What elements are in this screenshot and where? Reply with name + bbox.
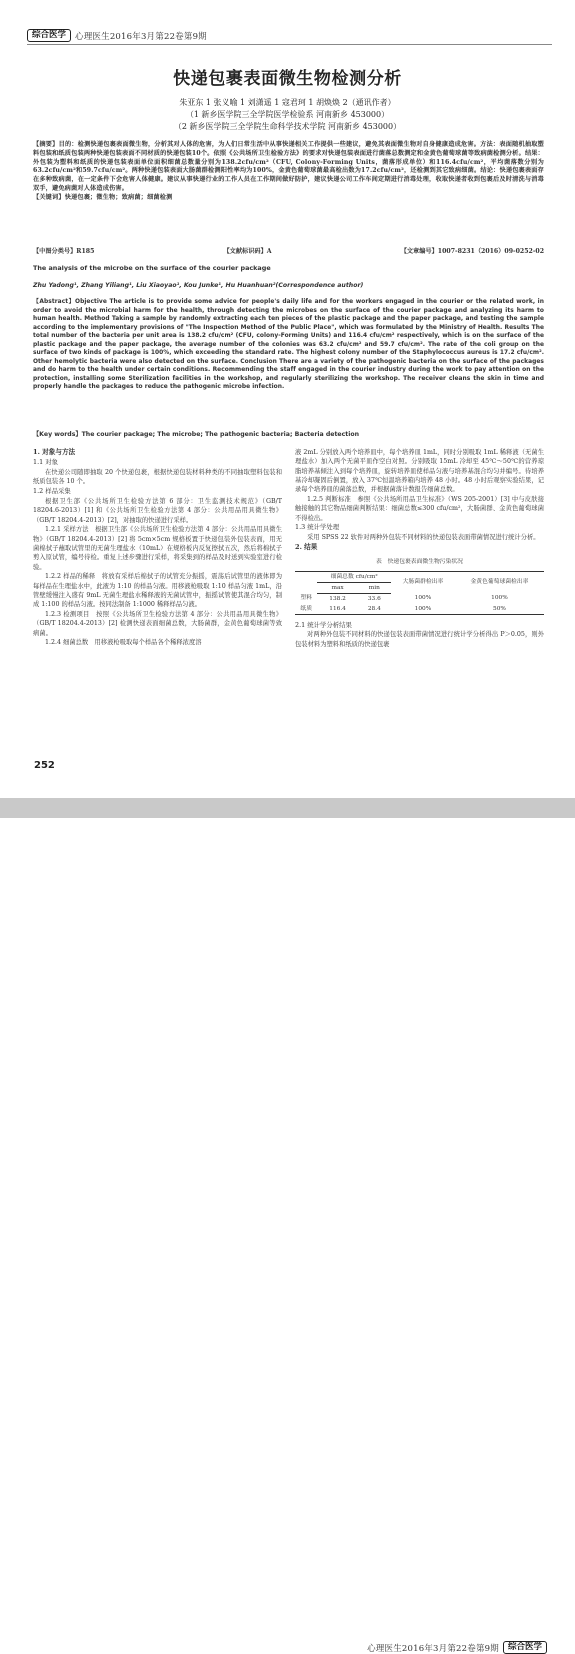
paragraph: 1.2.2 样品的稀释 将放有采样后棉拭子的试管充分振摇，震荡后试管里的液体即为每样品在生理盐水中，此液为 1:10 的样品匀液。用移液枪吸取 1:10 样品匀液 1mL，沿管壁缓慢注入盛有 9mL 无菌生理盐水稀释液的无菌试管中，振摇试管使其混合均匀，制成 1:100 的样品匀液。按同法制备 1:1000 稀释样品匀液。 — [33, 573, 282, 609]
page-number: 252 — [34, 760, 55, 771]
subsection-heading: 1.1 对象 — [33, 458, 58, 467]
paragraph: 1.2.4 细菌总数 用移液枪吸取每个样品各个稀释浓度溶 — [45, 639, 202, 647]
abstract-english — [33, 298, 544, 422]
affiliation-1: （1 新乡医学院三全学院医学检验系 河南新乡 453000） — [185, 110, 390, 119]
abstract-chinese — [33, 141, 544, 231]
paragraph: 1.2.5 判断标准 参照《公共场所用品卫生标准》（WS 205-2001）[3] 中与皮肤接触接触的其它物品细菌判断结果：细菌总数≤300 cfu/cm²，大肠菌群、金黄色葡萄球菌不得检出。 — [295, 495, 544, 522]
paragraph: 液 2mL 分别放入两个培养皿中，每个培养皿 1mL，同时分别吸取 1mL 稀释液（无菌生理盐水）加入两个无菌平皿作空白对照。分别吸取 15mL 冷却至 45℃～50℃的营养琼脂培养基倾注入到每个培养皿，旋转培养皿使样品匀液与培养基混合均匀并编号。待培养基冷却凝固后倒置，放入 37℃恒温培养箱内培养 48 小时。48 小时后观察实验结果，记录每个培养皿的菌落总数，并根据菌落计数报告细菌总数。 — [295, 449, 544, 494]
keywords-en-label: 【Key words】 — [33, 431, 82, 438]
page-separator — [0, 798, 575, 818]
header-rule — [27, 44, 552, 45]
table-cell: 28.4 — [358, 604, 391, 615]
subsection-heading: 1.3 统计学处理 — [295, 523, 340, 532]
table-caption: 表 快递包裹表面微生物污染状况 — [376, 559, 463, 566]
keywords-en-text: The courier package; The microbe; The pathogenic bacteria; Bacteria detection — [81, 431, 360, 438]
table-cell: 100% — [391, 604, 455, 615]
classification-row — [33, 246, 544, 255]
article-title: 快递包裹表面微生物检测分析 — [173, 69, 402, 89]
english-keywords — [33, 429, 544, 438]
document-code: 【文献标识码】A — [223, 248, 272, 255]
english-authors: Zhu Yadong¹, Zhang Yiliang¹, Liu Xiaoyao¹, Kou Junke¹, Hu Huanhuan²(Correspondence author) — [33, 282, 364, 289]
running-header-next — [367, 1641, 547, 1654]
section-heading: 1. 对象与方法 — [33, 448, 76, 456]
author-list: 朱亚东 1 张义喻 1 刘潇遥 1 寇君珂 1 胡焕焕 2（通讯作者） — [179, 98, 396, 107]
abstract-en-text: Objective The article is to provide some advice for people's daily life and for the workers engaged in the courier or the related work, in order to avoid the microbial harm for the health, through detecting the microbes on the surface of the courier package and analyzing its harm to human health. Method Taking a sample by randomly extracting each ten pieces of the plastic package and the paper package, and testing the sample according to the implementary provisions of "The Inspection Method of the Public Place", which was formulated by the Ministry of Health. Results The total number of the bacteria per unit area is 138.2 cfu/cm² (CFU, colony-Forming Units) and 116.4 cfu/cm² respectively, which is on the surface of the plastic package and the paper package, the average number of the colonies was 63.2 cfu/cm² and 59.7 cfu/cm². The rate of the coli group on the surface of two kinds of package is 100%, which exceeding the standard rate. The highest colony number of the Staphylococcus aureus is 17.2 cfu/cm². Other hemolytic bacteria were also detected on the surface. Conclusion There are a variety of the pathogenic bacteria on the surface of the packages and do harm to the health under certain conditions. Recommending the staff engaged in the courier industry during the work to pay attention on the protection, installing some Sterilization facilities in the workshop, and regularly sterilizing the workshop. The receiver cleans the skin in time and properly handle the packages to reduce the pathogenic microbe infection. — [33, 299, 544, 390]
right-column — [295, 448, 544, 649]
results-table — [295, 571, 544, 615]
table-header: 细菌总数 cfu/cm² — [317, 571, 391, 582]
keywords-label: 【关键词】 — [33, 193, 65, 201]
journal-page — [0, 0, 575, 798]
table-row — [295, 604, 544, 615]
table-header: max — [317, 582, 357, 593]
clc-number: 【中图分类号】R185 — [33, 248, 95, 255]
article-number: 【文章编号】1007-8231（2016）09-0252-02 — [400, 248, 544, 255]
table-cell: 50% — [455, 604, 544, 615]
section-badge: 综合医学 — [503, 1641, 547, 1654]
table-cell: 100% — [414, 595, 432, 602]
paragraph: 根据卫生部《公共场所卫生检验方法第 6 部分：卫生监测技术规范》（GB/T 18204.6-2013）[1] 和《公共场所卫生检验方法第 4 部分：公共用品用具微生物》（GB/T 18204.4-2013）[2]，对抽取的快递进行采样。 — [33, 497, 282, 524]
running-header — [27, 29, 207, 42]
table-cell: 纸质 — [295, 604, 317, 615]
table-row — [295, 593, 544, 604]
table-cell: 100% — [491, 595, 508, 602]
paragraph: 1.2.3 检测项目 按照《公共场所卫生检验方法第 4 部分：公共用品用具微生物》（GB/T 18204.4-2013）[2] 检测快递表面细菌总数，大肠菌群，金黄色葡萄球菌等致病菌。 — [33, 611, 282, 637]
table-header: 大肠菌群检出率 — [391, 571, 455, 593]
keywords-text: 快递包裹；微生物；致病菌；细菌检测 — [64, 193, 173, 201]
table-corner — [295, 571, 317, 593]
subsection-heading: 1.2 样品采集 — [33, 487, 71, 496]
affiliation-2: （2 新乡医学院三全学院生命科学技术学院 河南新乡 453000） — [173, 122, 402, 131]
paragraph: 采用 SPSS 22 软件对两种外包装不同材料的快递包装表面带菌情况进行统计分析。 — [307, 534, 540, 542]
next-page — [0, 818, 575, 1654]
table-cell: 138.2 — [329, 595, 346, 602]
subsection-heading: 2.1 统计学分析结果 — [295, 620, 352, 629]
abstract-en-label: 【Abstract】 — [33, 299, 76, 305]
paragraph: 在快递公司随即抽取 20 个快递包裹，根据快递包装材料种类的不同抽取塑料包装和纸质包装各 10 个。 — [33, 469, 282, 486]
section-badge: 综合医学 — [27, 29, 71, 42]
paragraph: 1.2.1 采样方法 根据卫生部《公共场所卫生检验方法第 4 部分：公共用品用具微生物》（GB/T 18204.4-2013）[2] 将 5cm×5cm 规格板置于快递包装外包装表面，用无菌棉拭子蘸取试管里的无菌生理盐水（10mL）在规格板内反复擦拭五次，然后将棉拭子剪入原试管，编号待检。重复上述步骤进行采样，将采集到的样品及时送到实验室进行检验。 — [33, 526, 282, 571]
table-cell: 116.4 — [317, 604, 357, 615]
table-cell: 33.6 — [367, 595, 381, 602]
table-header: min — [358, 582, 391, 593]
left-column — [33, 448, 282, 648]
english-title: The analysis of the microbe on the surface of the courier package — [33, 264, 271, 272]
journal-name: 心理医生2016年3月第22卷第9期 — [75, 31, 207, 42]
abstract-label: 【摘要】 — [33, 141, 59, 148]
table-cell: 塑料 — [300, 595, 312, 602]
paragraph: 对两种外包装不同材料的快递包装表面带菌情况进行统计学分析得出 P＞0.05，则外包装材料为塑料和纸质的快递包裹 — [295, 631, 544, 648]
abstract-text: 目的：检测快递包裹表面微生物，分析其对人体的危害，为人们日常生活中从事快递相关工作提供一些建议，避免其表面微生物对自身健康造成危害。方法：表面随机抽取塑料包装和纸质包装两种快递包装表面不同材质的快递包装10个。依照《公共场所卫生检验方法》的要求对快递包装表面进行菌落总数测定和金黄色葡萄球菌等致病菌检测分析。结果：外包装为塑料和纸质的快递包装表面单位面积细菌总数量分别为138.2cfu/cm²（CFU, Colony-Forming Units，菌落形成单位）和116.4cfu/cm²，平均菌落数分别为63.2cfu/cm²和59.7cfu/cm²。两种快递包装表面大肠菌群检测阳性率均为100%，金黄色葡萄球菌最高检出数为17.2cfu/cm²，还检测到其它致病细菌。结论：快递包裹表面存在多种致病菌，在一定条件下会危害人体健康。建议从事快递行业的工作人员在工作期间做好防护，建议快递公司工作车间定期进行消毒处理，收取快递者收到包裹后及时清洗与消毒双手，避免病菌对人体造成伤害。 — [33, 141, 544, 192]
section-heading: 2. 结果 — [295, 542, 318, 551]
table-header: 金黄色葡萄球菌检出率 — [455, 571, 544, 593]
journal-name: 心理医生2016年3月第22卷第9期 — [367, 1643, 499, 1654]
